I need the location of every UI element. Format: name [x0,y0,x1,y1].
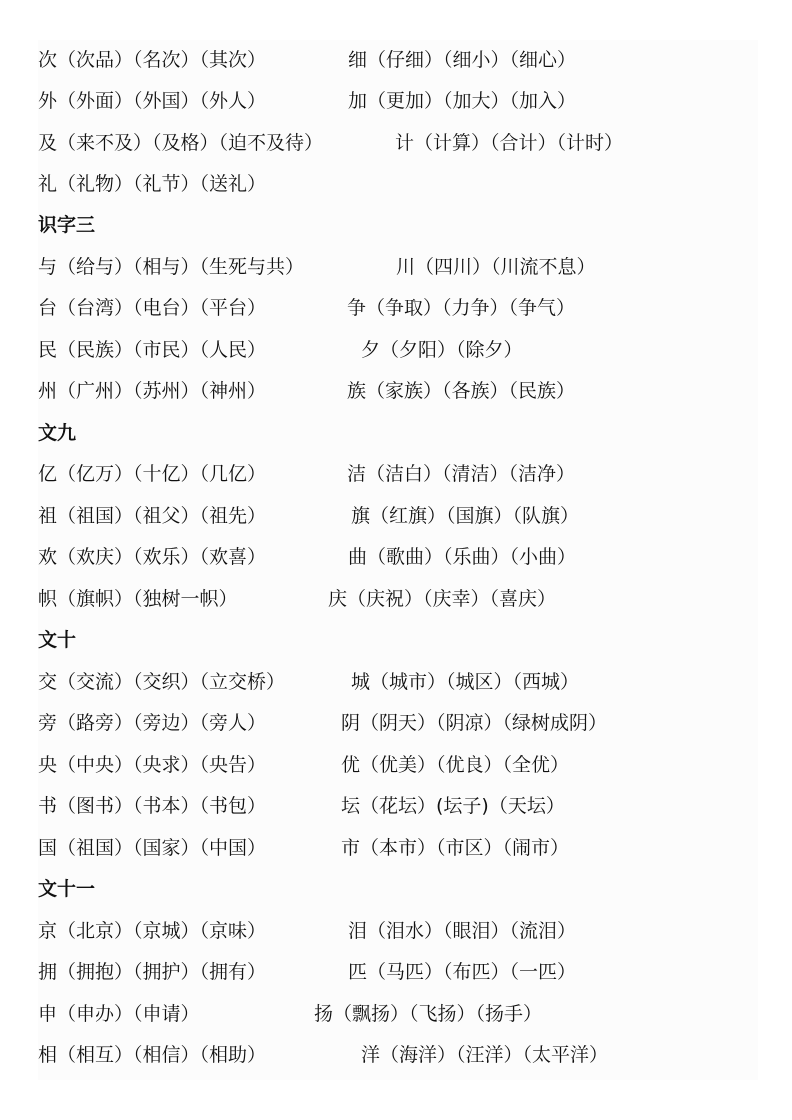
vocab-left: 央（中央）（央求）（央告） [38,754,267,776]
vocab-right: 泪（泪水）（眼泪）（流泪） [348,920,577,942]
section-heading: 识字三 [38,214,96,236]
vocab-left: 外（外面）（外国）（外人） [38,90,267,112]
vocab-left: 相（相互）（相信）（相助） [38,1044,267,1066]
vocab-right: 阴（阴天）（阴凉）（绿树成阴） [341,712,608,734]
vocab-left: 祖（祖国）（祖父）（祖先） [38,505,267,527]
vocab-right: 洋（海洋）（汪洋）（太平洋） [361,1044,609,1066]
vocab-left: 帜（旗帜）（独树一帜） [38,588,238,610]
vocab-right: 庆（庆祝）（庆幸）（喜庆） [328,588,557,610]
vocab-left: 国（祖国）（国家）（中国） [38,837,267,859]
vocab-right: 扬（飘扬）（飞扬）（扬手） [314,1003,543,1025]
vocab-left: 书（图书）（书本）（书包） [38,795,267,817]
vocab-right: 夕（夕阳）（除夕） [361,339,523,361]
vocab-right: 加（更加）（加大）（加入） [348,90,577,112]
vocab-right: 川（四川）（川流不息） [396,256,596,278]
vocab-left: 亿（亿万）（十亿）（几亿） [38,463,267,485]
vocab-left: 台（台湾）（电台）（平台） [38,297,267,319]
vocab-right: 计（计算）（合计）（计时） [395,132,624,154]
vocab-left: 旁（路旁）（旁边）（旁人） [38,712,267,734]
vocab-left: 及（来不及）（及格）（迫不及待） [38,132,324,154]
section-heading: 文十一 [38,878,96,900]
vocab-right: 匹（马匹）（布匹）（一匹） [348,961,577,983]
vocab-right: 市（本市）（市区）（闹市） [341,837,570,859]
vocab-right: 城（城市）（城区）（西城） [351,671,580,693]
vocab-left: 与（给与）（相与）（生死与共） [38,256,305,278]
vocab-left: 民（民族）（市民）（人民） [38,339,267,361]
vocab-right: 旗（红旗）（国旗）（队旗） [351,505,580,527]
document-page [38,40,758,1080]
vocab-left: 京（北京）（京城）（京味） [38,920,267,942]
section-heading: 文十 [38,629,77,651]
vocab-right: 族（家族）（各族）（民族） [347,380,576,402]
vocab-left: 拥（拥抱）（拥护）（拥有） [38,961,267,983]
vocab-right: 洁（洁白）（清洁）（洁净） [347,463,576,485]
vocab-right: 争（争取）（力争）（争气） [347,297,576,319]
vocab-left: 欢（欢庆）（欢乐）（欢喜） [38,546,267,568]
vocab-left: 申（申办）（申请） [38,1003,200,1025]
vocab-right: 坛（花坛）(坛子)（天坛） [341,795,565,817]
vocab-left: 礼（礼物）（礼节）（送礼） [38,173,267,195]
vocab-left: 州（广州）（苏州）（神州） [38,380,267,402]
vocab-right: 细（仔细）（细小）（细心） [348,49,577,71]
section-heading: 文九 [38,422,77,444]
vocab-right: 优（优美）（优良）（全优） [341,754,570,776]
vocab-left: 交（交流）（交织）（立交桥） [38,671,286,693]
vocab-left: 次（次品）（名次）（其次） [38,49,267,71]
vocab-right: 曲（歌曲）（乐曲）（小曲） [348,546,577,568]
